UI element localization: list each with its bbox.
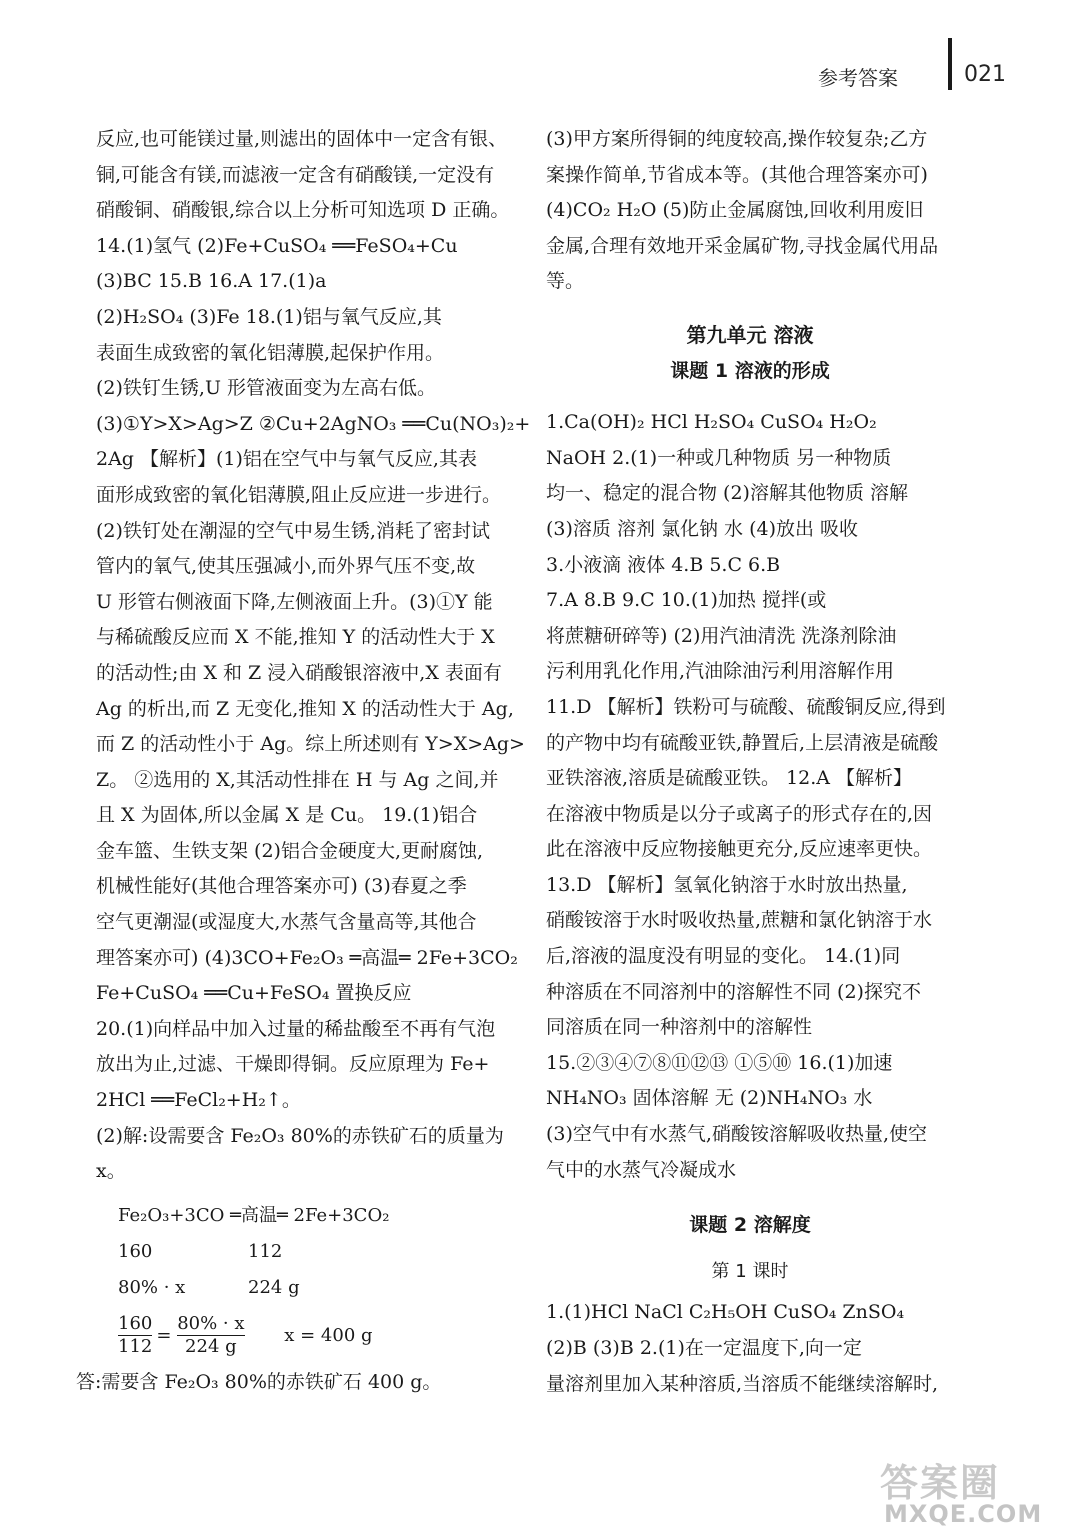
calc-mass-left: 160 — [118, 1240, 153, 1262]
text-line: 金车篮、生铁支架 (2)铝合金硬度大,更耐腐蚀, — [96, 839, 484, 862]
text-line: 均一、稳定的混合物 (2)溶解其他物质 溶解 — [546, 482, 908, 505]
text-line: 2HCl ══FeCl₂+H₂↑。 — [96, 1089, 301, 1112]
text-line: (3)①Y>X>Ag>Z ②Cu+2AgNO₃ ══Cu(NO₃)₂+ — [96, 412, 531, 435]
watermark-bottom-text: MXQE.COM — [884, 1500, 1043, 1528]
text-line: NH₄NO₃ 固体溶解 无 (2)NH₄NO₃ 水 — [546, 1087, 873, 1110]
calc-known: 224 g — [248, 1276, 300, 1298]
calc-mass-row — [96, 1234, 500, 1270]
text-line: Ag 的析出,而 Z 无变化,推知 X 的活动性大于 Ag, — [96, 697, 514, 720]
text-line: (2)铁钉处在潮湿的空气中易生锈,消耗了密封试 — [96, 519, 490, 542]
period-title: 第 1 课时 — [711, 1260, 789, 1282]
text-line: Fe+CuSO₄ ══Cu+FeSO₄ 置换反应 — [96, 982, 412, 1005]
text-line: (2)铁钉生锈,U 形管液面变为左高右低。 — [96, 377, 437, 400]
calc-proportion-row — [96, 1310, 500, 1362]
calc-equation: Fe₂O₃+3CO ═高温═ 2Fe+3CO₂ — [118, 1204, 390, 1226]
text-line: 铜,可能含有镁,而滤液一定含有硝酸镁,一定没有 — [96, 163, 495, 186]
text-line: 硝酸铜、硝酸银,综合以上分析可知选项 D 正确。 — [96, 199, 510, 222]
text-line: 理答案亦可) (4)3CO+Fe₂O₃ ═高温═ 2Fe+3CO₂ — [96, 946, 518, 969]
text-line: 亚铁溶液,溶质是硫酸亚铁。 12.A 【解析】 — [546, 767, 913, 790]
page-number: 021 — [964, 62, 1006, 87]
text-line: 而 Z 的活动性小于 Ag。综上所述则有 Y>X>Ag> — [96, 733, 525, 756]
calculation-block — [76, 1198, 500, 1400]
left-column — [76, 122, 531, 1400]
text-line: 3.小液滴 液体 4.B 5.C 6.B — [546, 553, 781, 576]
text-line: 机械性能好(其他合理答案亦可) (3)春夏之季 — [96, 875, 467, 898]
text-line: (3)甲方案所得铜的纯度较高,操作较复杂;乙方 — [546, 128, 928, 150]
text-line: NaOH 2.(1)一种或几种物质 另一种物质 — [546, 446, 892, 469]
text-line: 反应,也可能镁过量,则滤出的固体中一定含有银、 — [96, 128, 508, 150]
watermark-top-text: 答案圈 — [880, 1461, 1001, 1505]
text-line: (3)BC 15.B 16.A 17.(1)a — [96, 270, 327, 293]
text-line: 同溶质在同一种溶剂中的溶解性 — [546, 1016, 813, 1039]
fraction-1 — [118, 1313, 152, 1358]
calc-answer: 答:需要含 Fe₂O₃ 80%的赤铁矿石 400 g。 — [76, 1370, 442, 1393]
text-line: 空气更潮湿(或湿度大,水蒸气含量高等,其他合 — [96, 911, 477, 934]
text-line: 15.②③④⑦⑧⑪⑫⑬ ①⑤⑩ 16.(1)加速 — [546, 1051, 893, 1074]
equals-sign: = — [156, 1324, 172, 1346]
calc-value-row — [96, 1270, 500, 1306]
text-line: 案操作简单,节省成本等。(其他合理答案亦可) — [546, 163, 928, 186]
text-line: 2Ag 【解析】(1)铝在空气中与氧气反应,其表 — [96, 448, 477, 471]
left-text-block — [96, 122, 531, 1190]
text-line: 11.D 【解析】铁粉可与硫酸、硫酸铜反应,得到 — [546, 695, 946, 718]
text-line: (2)H₂SO₄ (3)Fe 18.(1)铝与氧气反应,其 — [96, 305, 442, 328]
text-line: 在溶液中物质是以分子或离子的形式存在的,因 — [546, 802, 933, 825]
text-line: Z。 ②选用的 X,其活动性排在 H 与 Ag 之间,并 — [96, 768, 499, 791]
text-line: (3)空气中有水蒸气,硝酸铵溶解吸收热量,使空 — [546, 1123, 927, 1146]
header-divider — [948, 38, 952, 90]
right-top-text-block — [546, 122, 954, 300]
text-line: 种溶质在不同溶剂中的溶解性不同 (2)探究不 — [546, 980, 921, 1003]
fraction-2 — [177, 1313, 244, 1358]
fraction-2-denominator: 224 g — [185, 1336, 237, 1358]
text-line: (3)溶质 溶剂 氯化钠 水 (4)放出 吸收 — [546, 517, 859, 540]
text-line: 后,溶液的温度没有明显的变化。 14.(1)同 — [546, 945, 901, 968]
text-line: (4)CO₂ H₂O (5)防止金属腐蚀,回收利用废旧 — [546, 199, 924, 222]
text-line: x。 — [96, 1160, 126, 1183]
fraction-1-denominator: 112 — [118, 1336, 153, 1358]
unit-title: 第九单元 溶液 — [686, 322, 814, 347]
text-line: 气中的水蒸气冷凝成水 — [546, 1158, 737, 1181]
calc-unknown: 80% · x — [118, 1276, 186, 1298]
lesson-2-title: 课题 2 溶解度 — [689, 1214, 811, 1237]
text-line: 且 X 为固体,所以金属 X 是 Cu。 19.(1)铝合 — [96, 804, 478, 827]
calc-mass-right: 112 — [248, 1240, 283, 1262]
text-line: 放出为止,过滤、干燥即得铜。反应原理为 Fe+ — [96, 1053, 490, 1076]
lesson-2-text-block — [546, 1295, 954, 1402]
lesson-1-title: 课题 1 溶液的形成 — [670, 359, 830, 382]
text-line: (2)B (3)B 2.(1)在一定温度下,向一定 — [546, 1337, 862, 1359]
text-line: 20.(1)向样品中加入过量的稀盐酸至不再有气泡 — [96, 1017, 496, 1040]
text-line: 1.(1)HCl NaCl C₂H₅OH CuSO₄ ZnSO₄ — [546, 1301, 905, 1324]
text-line: 的产物中均有硫酸亚铁,静置后,上层清液是硫酸 — [546, 731, 939, 754]
text-line: 量溶剂里加入某种溶质,当溶质不能继续溶解时, — [546, 1372, 939, 1395]
text-line: 金属,合理有效地开采金属矿物,寻找金属代用品 — [546, 234, 939, 257]
text-line: 将蔗糖研碎等) (2)用汽油清洗 洗涤剂除油 — [546, 624, 897, 647]
text-line: 此在溶液中反应物接触更充分,反应速率更快。 — [546, 838, 933, 861]
text-line: (2)解:设需要含 Fe₂O₃ 80%的赤铁矿石的质量为 — [96, 1124, 504, 1147]
text-line: 的活动性;由 X 和 Z 浸入硝酸银溶液中,X 表面有 — [96, 661, 502, 684]
right-column — [546, 122, 954, 1402]
fraction-1-numerator: 160 — [118, 1313, 153, 1335]
fraction-2-numerator: 80% · x — [177, 1313, 245, 1335]
text-line: 14.(1)氢气 (2)Fe+CuSO₄ ══FeSO₄+Cu — [96, 234, 458, 257]
text-line: 等。 — [546, 270, 585, 293]
text-line: 硝酸铵溶于水时吸收热量,蔗糖和氯化钠溶于水 — [546, 909, 933, 932]
calc-result: x = 400 g — [284, 1324, 373, 1346]
text-line: 7.A 8.B 9.C 10.(1)加热 搅拌(或 — [546, 589, 827, 612]
text-line: 表面生成致密的氧化铝薄膜,起保护作用。 — [96, 341, 445, 364]
header-section-label: 参考答案 — [818, 66, 898, 90]
text-line: 13.D 【解析】氢氧化钠溶于水时放出热量, — [546, 873, 908, 896]
watermark-logo — [880, 1452, 1056, 1534]
text-line: 1.Ca(OH)₂ HCl H₂SO₄ CuSO₄ H₂O₂ — [546, 411, 877, 434]
text-line: U 形管右侧液面下降,左侧液面上升。(3)①Y 能 — [96, 590, 493, 613]
text-line: 污利用乳化作用,汽油除油污利用溶解作用 — [546, 660, 895, 683]
text-line: 管内的氧气,使其压强减小,而外界气压不变,故 — [96, 555, 476, 578]
text-line: 面形成致密的氧化铝薄膜,阻止反应进一步进行。 — [96, 483, 502, 506]
text-line: 与稀硫酸反应而 X 不能,推知 Y 的活动性大于 X — [96, 626, 495, 649]
lesson-1-text-block — [546, 405, 954, 1188]
